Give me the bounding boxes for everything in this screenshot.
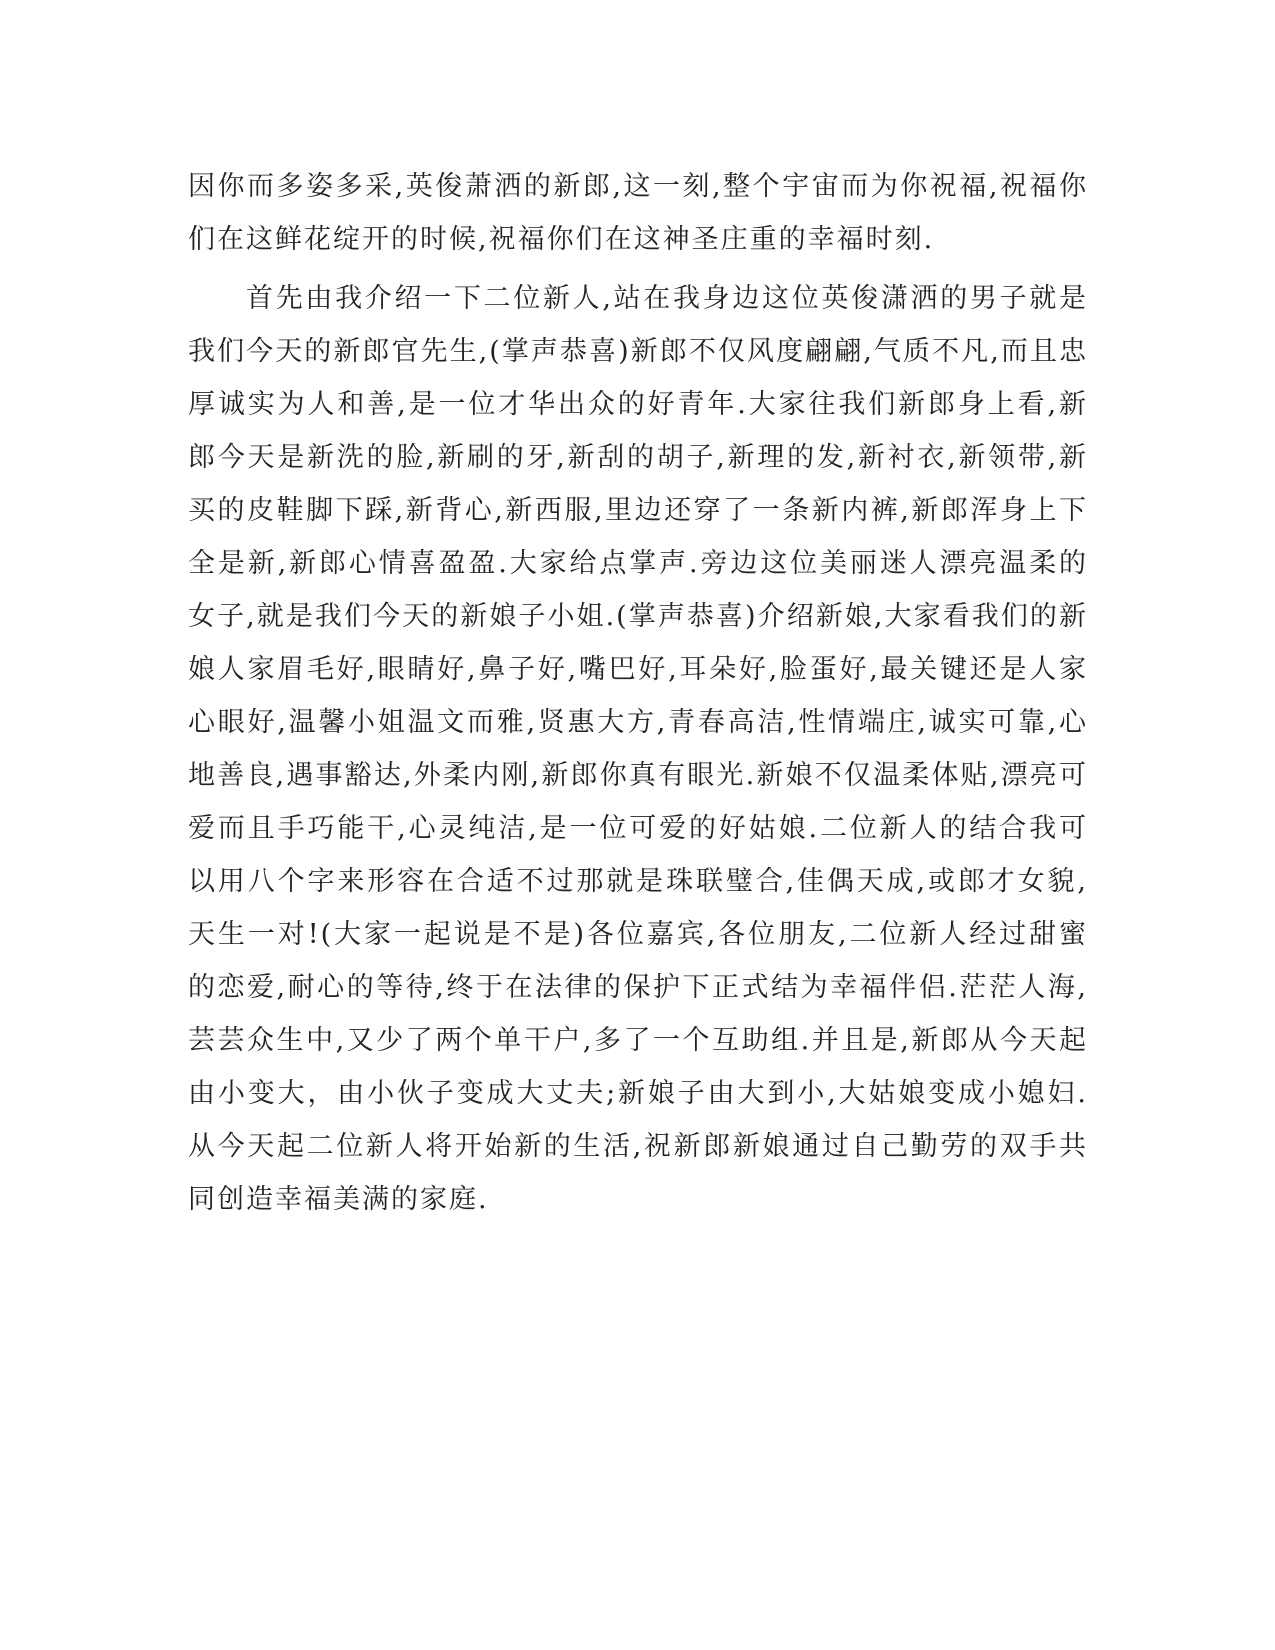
paragraph: 首先由我介绍一下二位新人,站在我身边这位英俊潇洒的男子就是我们今天的新郎官先生,(掌声恭喜)新郎不仅风度翩翩,气质不凡,而且忠厚诚实为人和善,是一位才华出众的好青年.大家往我们新郎身上看,新郎今天是新洗的脸,新刷的牙,新刮的胡子,新理的发,新衬衣,新领带,新买的皮鞋脚下踩,新背心,新西服,里边还穿了一条新内裤,新郎浑身上下全是新,新郎心情喜盈盈.大家给点掌声.旁边这位美丽迷人漂亮温柔的女子,就是我们今天的新娘子小姐.(掌声恭喜)介绍新娘,大家看我们的新娘人家眉毛好,眼睛好,鼻子好,嘴巴好,耳朵好,脸蛋好,最关键还是人家心眼好,温馨小姐温文而雅,贤惠大方,青春高洁,性情端庄,诚实可靠,心地善良,遇事豁达,外柔内刚,新郎你真有眼光.新娘不仅温柔体贴,漂亮可爱而且手巧能干,心灵纯洁,是一位可爱的好姑娘.二位新人的结合我可以用八个字来形容在合适不过那就是珠联璧合,佳偶天成,或郎才女貌,天生一对!(大家一起说是不是)各位嘉宾,各位朋友,二位新人经过甜蜜的恋爱,耐心的等待,终于在法律的保护下正式结为幸福伴侣.茫茫人海,芸芸众生中,又少了两个单干户,多了一个互助组.并且是,新郎从今天起由小变大，由小伙子变成大丈夫;新娘子由大到小,大姑娘变成小媳妇.从今天起二位新人将开始新的生活,祝新郎新娘通过自己勤劳的双手共同创造幸福美满的家庭.: [188, 283, 1088, 1215]
paragraph: 因你而多姿多采,英俊萧洒的新郎,这一刻,整个宇宙而为你祝福,祝福你们在这鲜花绽开的时候,祝福你们在这神圣庄重的幸福时刻.: [188, 171, 1088, 255]
document-body: [188, 160, 1088, 1226]
